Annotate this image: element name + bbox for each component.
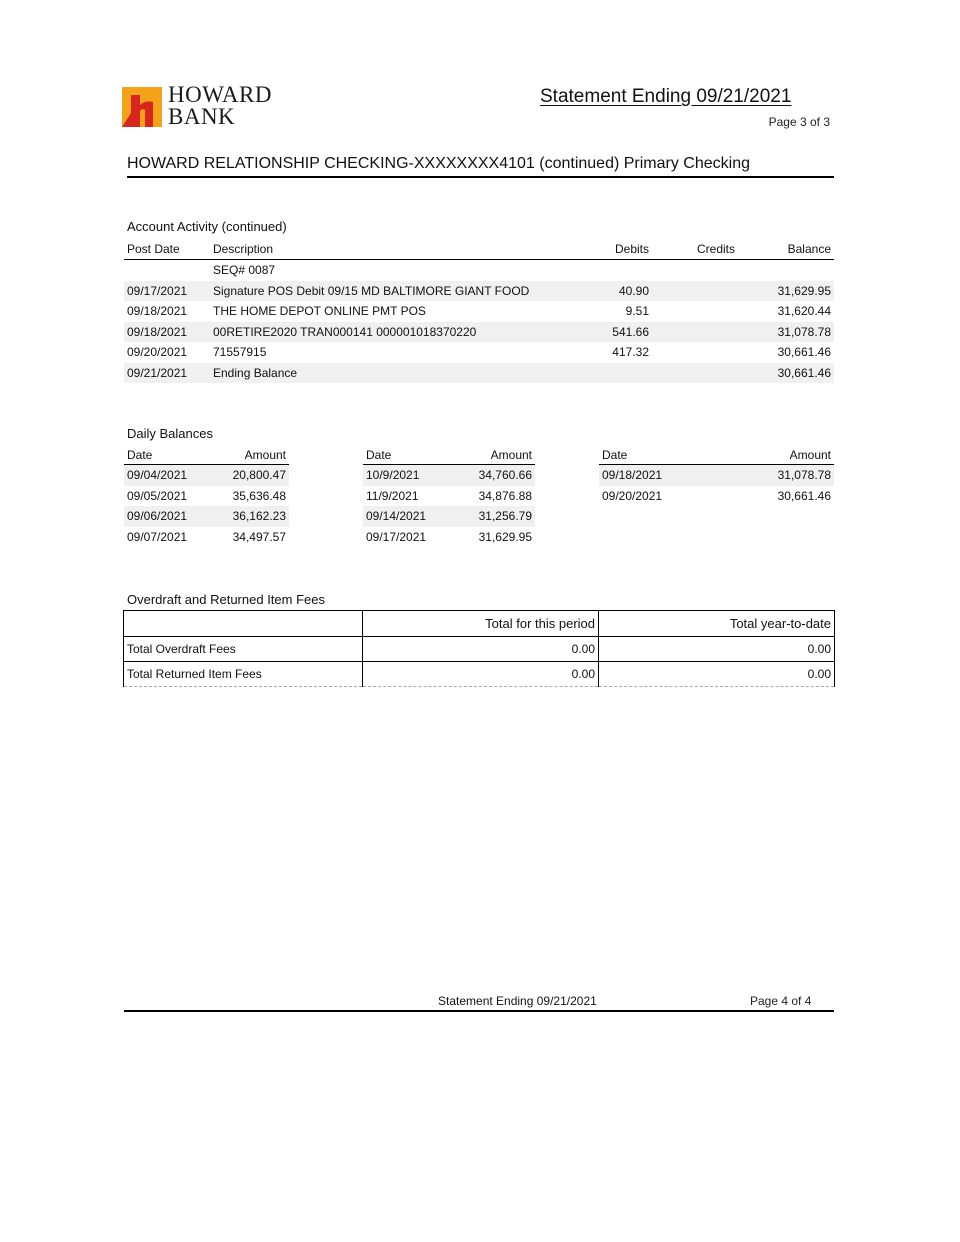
daily-date: 09/14/2021: [363, 506, 454, 527]
bank-name-line1: HOWARD: [168, 82, 272, 107]
footer-divider: [124, 1010, 834, 1012]
daily-balance-row: [124, 486, 289, 507]
daily-col-amount: Amount: [211, 446, 289, 465]
cell-description: 00RETIRE2020 TRAN000141 000001018370220: [210, 322, 576, 343]
fees-table: [123, 610, 835, 687]
daily-amount: 30,661.46: [777, 488, 831, 503]
daily-amount: 31,256.79: [454, 506, 535, 527]
cell-credit: [652, 342, 738, 363]
daily-section-title: Daily Balances: [127, 426, 213, 441]
bank-logo: [122, 82, 312, 129]
howard-bank-h-icon: [122, 87, 162, 127]
cell-description: THE HOME DEPOT ONLINE PMT POS: [213, 304, 426, 319]
table-row: [124, 301, 834, 322]
daily-amount: 31,629.95: [478, 529, 532, 544]
daily-col-amount: Amount: [723, 446, 834, 465]
table-row: [124, 281, 834, 302]
cell-credit: [652, 281, 738, 302]
daily-col-date: Date: [124, 446, 211, 465]
daily-balance-row: [363, 527, 535, 548]
fees-row: [124, 662, 835, 687]
col-credits: Credits: [652, 239, 738, 260]
account-title: HOWARD RELATIONSHIP CHECKING-XXXXXXXX4101 (continued) Primary Checking: [127, 152, 834, 178]
cell-post-date: 09/17/2021: [124, 281, 210, 302]
footer-statement: Statement Ending 09/21/2021: [438, 994, 597, 1008]
fees-header-row: [124, 611, 835, 637]
daily-balance-row: [124, 506, 289, 527]
cell-balance: 30,661.46: [777, 345, 831, 360]
activity-table: [124, 239, 834, 383]
daily-amount: 34,497.57: [232, 529, 286, 544]
cell-description: Signature POS Debit 09/15 MD BALTIMORE GIANT FOOD: [210, 281, 576, 302]
daily-balances-table-1: [124, 446, 289, 547]
daily-amount: 36,162.23: [211, 506, 289, 527]
daily-date: 09/05/2021: [127, 488, 188, 503]
statement-title: Statement Ending 09/21/2021: [540, 86, 792, 107]
col-description: Description: [210, 239, 576, 260]
daily-date: 09/04/2021: [124, 465, 211, 486]
daily-amount: 20,800.47: [211, 465, 289, 486]
cell-post-date: 09/20/2021: [127, 345, 188, 360]
fees-period-value: 0.00: [363, 637, 599, 662]
fees-header-blank: [124, 611, 363, 637]
cell-post-date: 09/21/2021: [124, 363, 210, 384]
cell-balance: 31,620.44: [777, 304, 831, 319]
bank-name-line2: BANK: [168, 104, 236, 129]
daily-col-amount: Amount: [454, 446, 535, 465]
daily-date: 09/17/2021: [366, 529, 427, 544]
cell-balance: 31,629.95: [738, 281, 834, 302]
fees-label: Total Returned Item Fees: [124, 662, 363, 687]
page-number: Page 3 of 3: [768, 115, 830, 129]
daily-balance-row: [599, 486, 834, 507]
daily-amount: 34,760.66: [454, 465, 535, 486]
cell-credit: [652, 363, 738, 384]
daily-amount: 34,876.88: [478, 488, 532, 503]
cell-debit: 541.66: [576, 322, 652, 343]
cell-post-date: 09/18/2021: [124, 322, 210, 343]
daily-col-date: Date: [363, 446, 454, 465]
cell-debit: [576, 363, 652, 384]
bank-name: [168, 84, 272, 128]
daily-date: 09/20/2021: [602, 488, 663, 503]
cell-debit: 40.90: [576, 281, 652, 302]
cell-post-date: [124, 260, 210, 281]
table-row: [124, 260, 834, 281]
fees-period-value: 0.00: [363, 662, 599, 687]
daily-date: 09/06/2021: [124, 506, 211, 527]
cell-balance: 30,661.46: [738, 363, 834, 384]
daily-date: 10/9/2021: [363, 465, 454, 486]
cell-description: SEQ# 0087: [213, 263, 276, 278]
cell-debit: 9.51: [625, 304, 649, 319]
cell-credit: [652, 301, 738, 322]
table-row: [124, 322, 834, 343]
cell-post-date: 09/18/2021: [127, 304, 188, 319]
cell-description: 71557915: [213, 345, 267, 360]
daily-date: 09/07/2021: [127, 529, 188, 544]
col-debits: Debits: [576, 239, 652, 260]
activity-section-title: Account Activity (continued): [127, 219, 287, 234]
daily-balances-table-2: [363, 446, 535, 547]
daily-date: 11/9/2021: [366, 488, 419, 503]
daily-balance-row: [124, 527, 289, 548]
daily-amount: 31,078.78: [723, 465, 834, 486]
daily-header-row: [599, 446, 834, 465]
daily-balance-row: [363, 486, 535, 507]
daily-balances-table-3: [599, 446, 834, 506]
daily-date: 09/18/2021: [599, 465, 723, 486]
daily-header-row: [363, 446, 535, 465]
daily-balance-row: [363, 465, 535, 486]
cell-debit: [576, 260, 652, 281]
fees-col-period: Total for this period: [363, 611, 599, 637]
fees-ytd-value: 0.00: [599, 662, 835, 687]
fees-row: [124, 637, 835, 662]
fees-label: Total Overdraft Fees: [124, 637, 363, 662]
daily-balance-row: [599, 465, 834, 486]
cell-balance: [738, 260, 834, 281]
daily-amount: 35,636.48: [232, 488, 286, 503]
col-post-date: Post Date: [124, 239, 210, 260]
table-row: [124, 342, 834, 363]
table-row: [124, 363, 834, 384]
cell-description: Ending Balance: [210, 363, 576, 384]
activity-header-row: [124, 239, 834, 260]
footer-page-number: Page 4 of 4: [750, 994, 812, 1008]
col-balance: Balance: [738, 239, 834, 260]
cell-credit: [652, 322, 738, 343]
fees-section-title: Overdraft and Returned Item Fees: [127, 592, 325, 607]
cell-debit: 417.32: [612, 345, 649, 360]
cell-credit: [652, 260, 738, 281]
daily-balance-row: [363, 506, 535, 527]
daily-header-row: [124, 446, 289, 465]
fees-ytd-value: 0.00: [599, 637, 835, 662]
daily-col-date: Date: [599, 446, 723, 465]
fees-col-ytd: Total year-to-date: [599, 611, 835, 637]
cell-balance: 31,078.78: [738, 322, 834, 343]
daily-balance-row: [124, 465, 289, 486]
